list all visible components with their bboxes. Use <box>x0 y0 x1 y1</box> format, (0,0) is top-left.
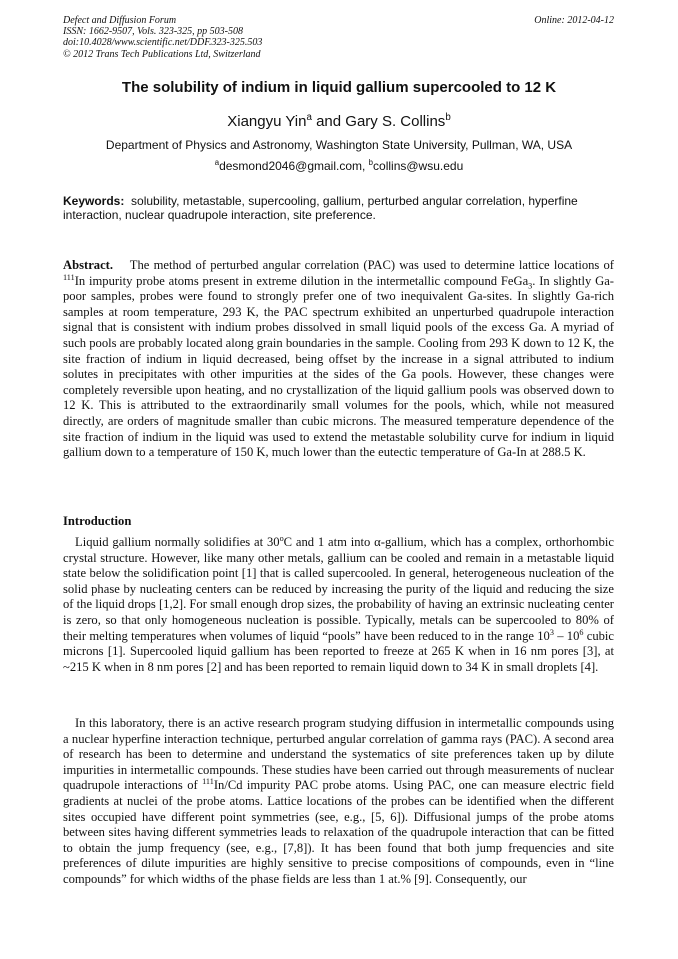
doi-line: doi:10.4028/www.scientific.net/DDF.323-325.503 <box>63 37 263 49</box>
keywords-label: Keywords: <box>63 194 125 208</box>
online-date-text: Online: 2012-04-12 <box>534 15 614 26</box>
intro-p1-text-d: cubic microns [1]. Supercooled liquid gallium has been reported to freeze at 265 K when in 16 nm pores [3], at ~215 K when in 8 nm pores [2] and has been reported to remain liquid down to 34 K in small droplets [4]. <box>63 628 615 674</box>
online-date <box>534 15 614 26</box>
abstract-label: Abstract. <box>63 258 114 272</box>
degree-mark: o <box>279 533 284 543</box>
email-a-mark: a <box>214 158 220 167</box>
introduction-paragraph-1 <box>63 535 614 675</box>
keywords <box>63 195 614 222</box>
abstract <box>63 258 614 461</box>
intro-p1-text-a: Liquid gallium normally solidifies at 30 <box>75 535 280 549</box>
exponent-6: 6 <box>579 627 584 637</box>
email-b: collins@wsu.edu <box>373 159 464 173</box>
affiliation: Department of Physics and Astronomy, Washington State University, Pullman, WA, USA <box>105 138 573 152</box>
abstract-text-2: In impurity probe atoms present in extreme dilution in the intermetallic compound FeGa <box>74 273 529 288</box>
abstract-text-3: . In slightly Ga-poor samples, probes were found to strongly prefer one of two inequivalent Ga-sites. In slightly Ga-rich samples at room temperature, 293 K, the PAC spectrum exhibited an unperturbed quadrupole interaction signal that is consistent with indium probes dissolved in small liquid pools of the excess Ga. A myriad of such pools are probably located along grain boundaries in the sample. Cooling from 293 K down to 12 K, the site fraction of indium in liquid decreased, being offset by the increase in a signal attributed to indium solutes in precipitates with other impurities at the sides of the Ga pools. However, these changes were completely reversible upon heating, and no crystallization of the liquid gallium pools was observed down to 12 K. This is attributed to the extraordinarily small volumes for the pools, which, while not measured directly, are orders of magnitude smaller than cubic microns. The measured temperature dependence of the site fraction of indium in the liquid was used to extend the metastable solubility curve for indium in liquid gallium down to a temperature of 150 K, much lower than the eutectic temperature of Ga-In at 288.5 K. <box>63 273 614 460</box>
email-b-mark: b <box>368 158 374 167</box>
intro-p2-text-b: In/Cd impurity PAC probe atoms. Using PAC, one can measure electric field gradients at nuclei of the probe atoms. Lattice locations of the probes can be identified when the different sites occupied have different point symmetries (see, e.g., [5, 6]). Diffusional jumps of the probe atoms between sites having different symmetries leads to relaxation of the quadrupole interaction that can be fitted to obtain the jump frequency (see, e.g., [7,8]). It has been found that both jump frequencies and site preferences of dilute impurities are highly sensitive to precise compositions of compounds, even in “line compounds” for which widths of the phase fields are less than 1 at.% [9]. Consequently, our <box>63 778 614 886</box>
intro-p1-text-b: C and 1 atm into α-gallium, which has a complex, orthorhombic crystal structure. However, like many other metals, gallium can be cooled and remain in a metastable liquid state below the solidification point [1] that is called supercooled. In general, heterogeneous nucleation of the solid phase by nucleating centers can be reduced by increasing the purity of the liquid and reducing the size of the liquid drops [1,2]. For small enough drop sizes, the probability of having an extrinsic nucleating center is zero, so that only homogeneous nucleation is possible. Typically, metals can be supercooled to 80% of their melting temperatures when volumes of liquid “pools” have been reduced to in the range 10 <box>63 535 614 643</box>
author-2: Gary S. Collins <box>345 113 446 130</box>
email-a: desmond2046@gmail.com <box>219 159 362 173</box>
intro-p1-text-c: – 10 <box>553 628 580 643</box>
email-separator: , <box>362 159 369 173</box>
journal-header <box>63 15 262 60</box>
intro-isotope-mark: 111 <box>202 777 214 787</box>
abstract-isotope-mark: 111 <box>63 272 75 282</box>
journal-name: Defect and Diffusion Forum <box>63 15 177 26</box>
abstract-subscript: 3 <box>528 281 533 291</box>
author-1-affil-mark: a <box>306 112 312 123</box>
author-2-affil-mark: b <box>445 112 451 123</box>
keywords-text: solubility, metastable, supercooling, gallium, perturbed angular correlation, hyperfine interaction, nuclear quadrupole interaction, site preference. <box>63 194 578 222</box>
copyright-line: © 2012 Trans Tech Publications Ltd, Switzerland <box>63 48 261 60</box>
author-and: and <box>311 113 346 130</box>
intro-p2-text-a: In this laboratory, there is an active research program studying diffusion in intermetallic compounds using a nuclear hyperfine interaction technique, perturbed angular correlation of gamma rays (PAC). A second area of research has been to determine and understand the systematics of site preferences taken up by dilute impurities in intermetallic compounds. These studies have been carried out through measurements of nuclear quadrupole interactions of <box>63 716 614 793</box>
exponent-3: 3 <box>549 627 554 637</box>
issn-line: ISSN: 1662-9507, Vols. 323-325, pp 503-508 <box>63 26 243 38</box>
paper-title: The solubility of indium in liquid gallium supercooled to 12 K <box>121 79 557 96</box>
abstract-text-1: The method of perturbed angular correlation (PAC) was used to determine lattice locations of <box>129 258 614 272</box>
author-emails <box>0 159 678 173</box>
author-line <box>0 113 678 130</box>
introduction-heading: Introduction <box>63 514 132 528</box>
author-1: Xiangyu Yin <box>227 113 307 130</box>
introduction-paragraph-2 <box>63 716 614 888</box>
